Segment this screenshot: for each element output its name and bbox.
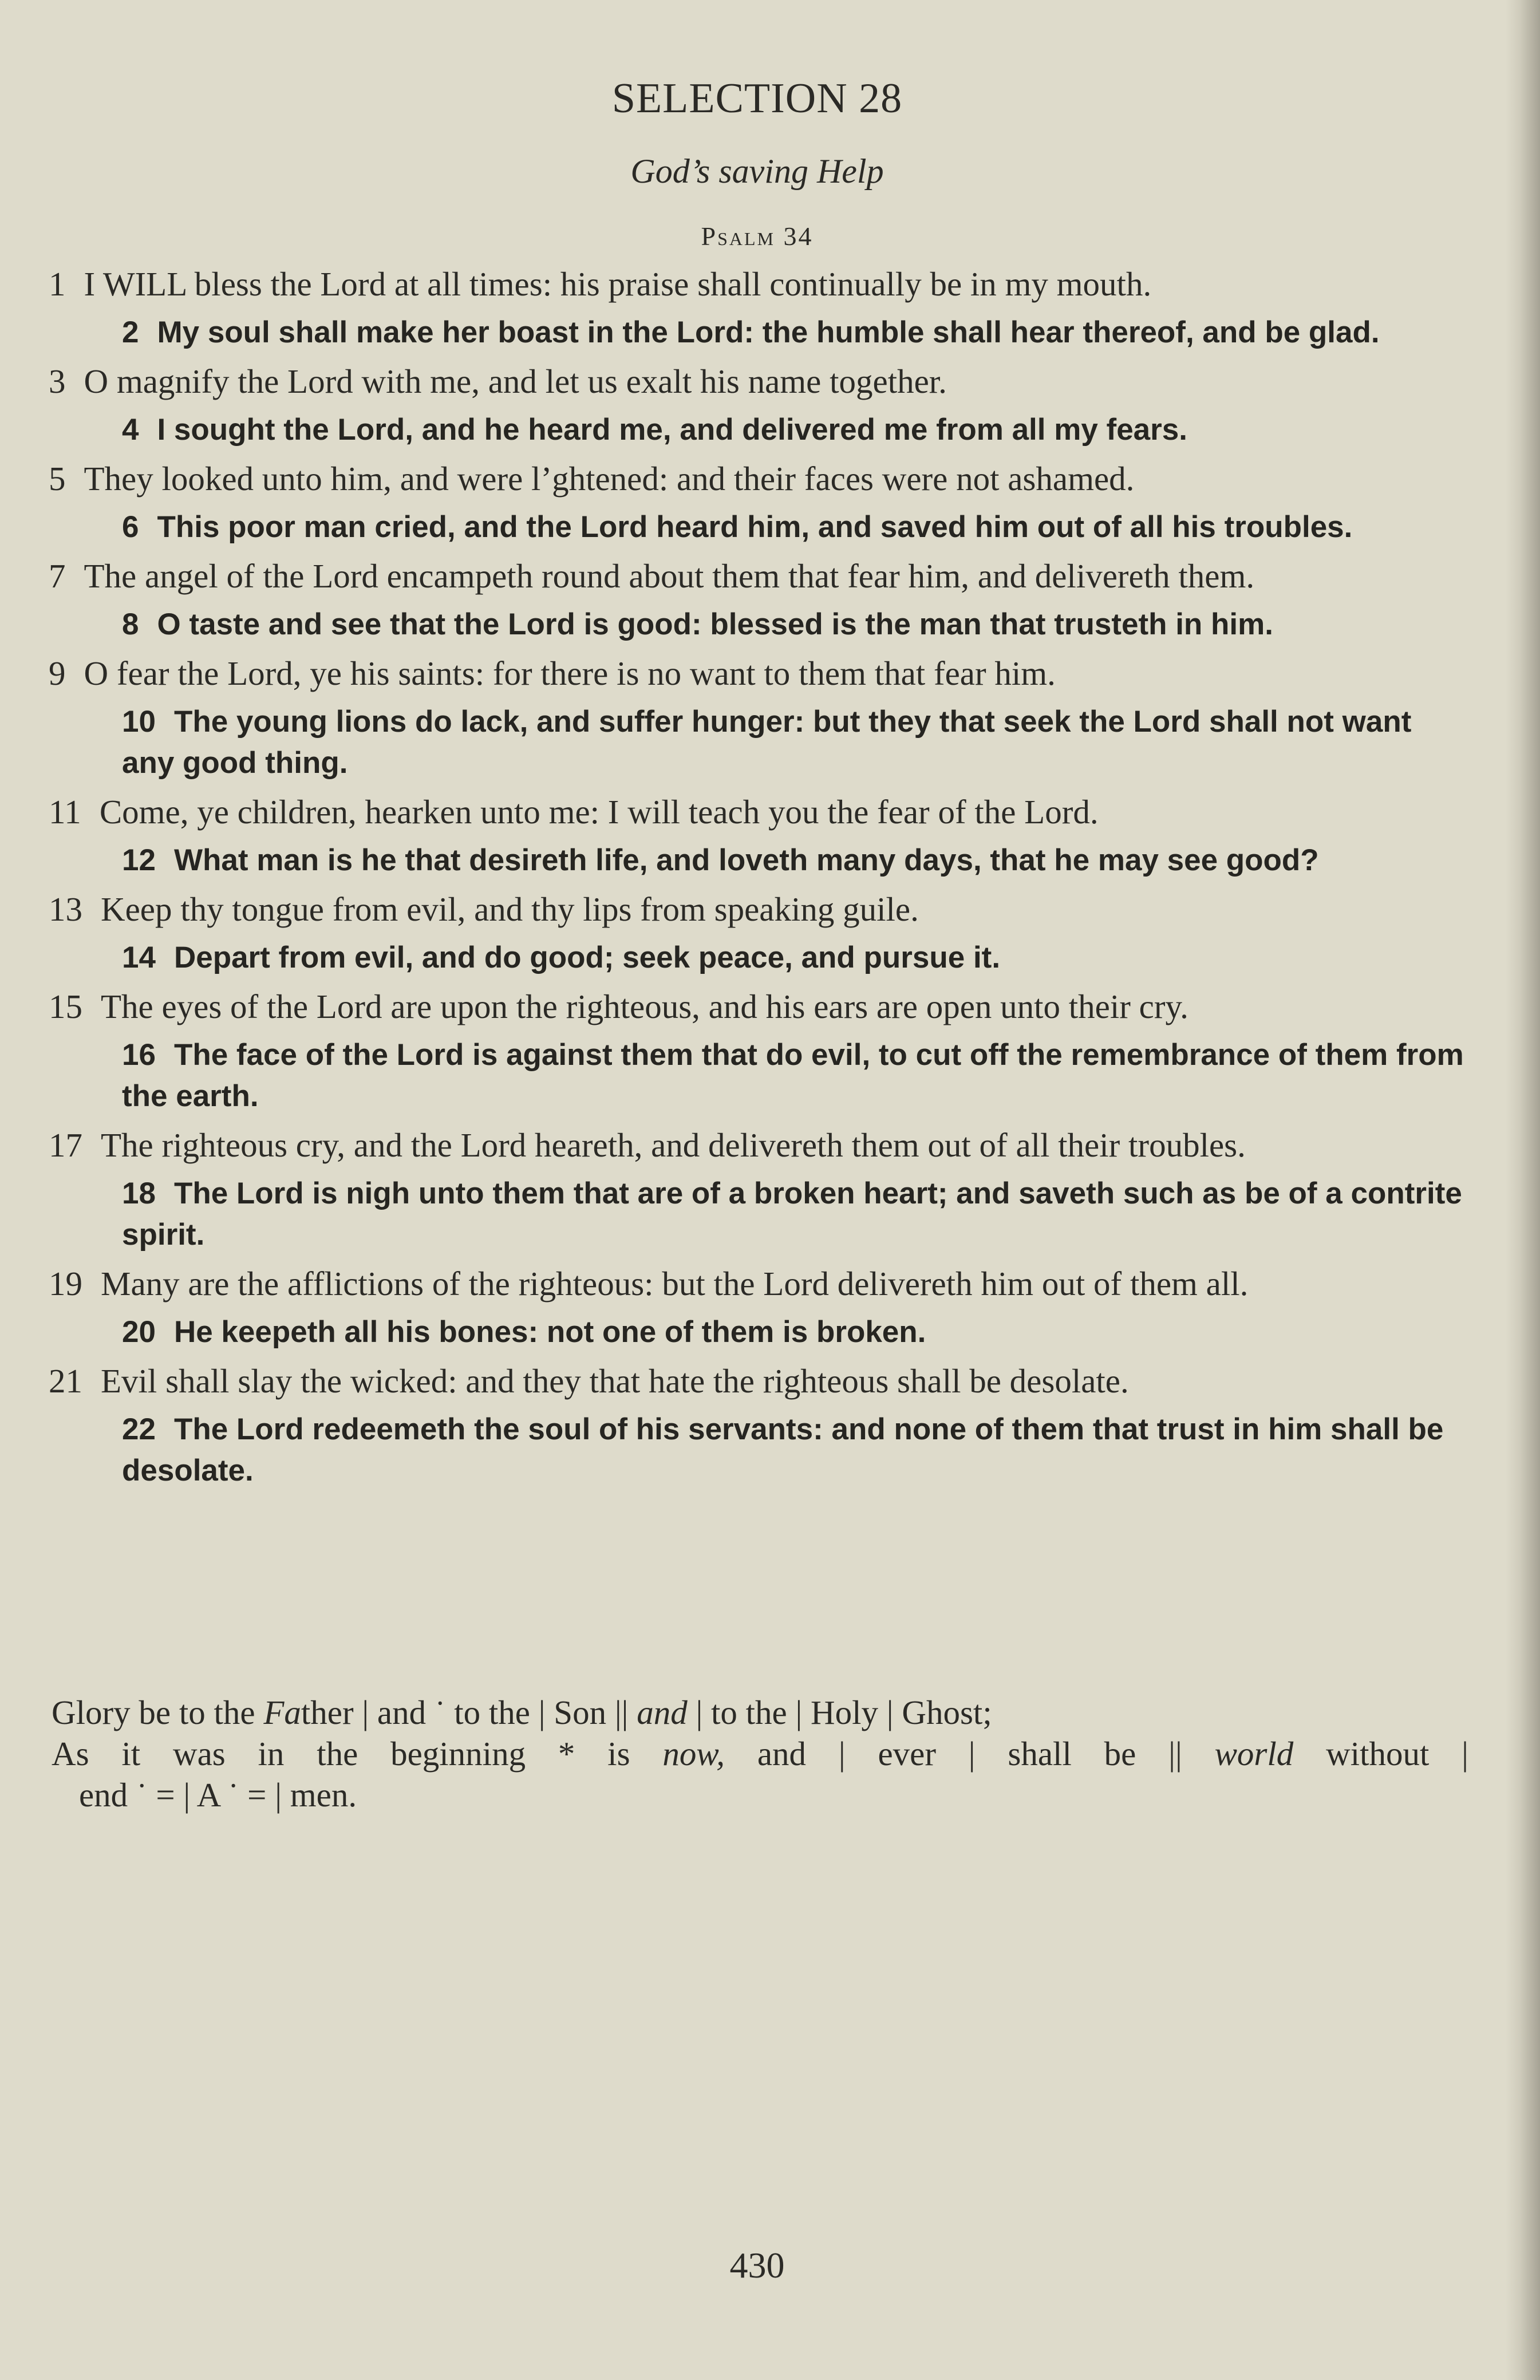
gloria-accent: now, — [662, 1735, 725, 1773]
verse-number: 11 — [49, 793, 81, 831]
verse-text: O taste and see that the Lord is good: blessed is the man that trusteth in him. — [157, 607, 1273, 641]
verse-text: The righteous cry, and the Lord heareth, and delivereth them out of all their troubles. — [101, 1126, 1246, 1164]
verse-text: I WILL bless the Lord at all times: his praise shall continually be in my mouth. — [84, 265, 1152, 303]
verse-22 — [122, 1409, 1468, 1491]
verse-number: 12 — [122, 843, 156, 877]
page-edge-shadow — [1506, 0, 1540, 2380]
verse-5 — [49, 458, 1468, 499]
verse-number: 14 — [122, 941, 156, 974]
verse-text: He keepeth all his bones: not one of them is broken. — [173, 1315, 926, 1349]
verse-text: The Lord redeemeth the soul of his servants: and none of them that trust in him shall be desolate. — [122, 1412, 1444, 1487]
verse-text: Many are the afflictions of the righteous: but the Lord delivereth him out of them all. — [101, 1265, 1249, 1303]
psalm-reference: Psalm 34 — [701, 222, 814, 251]
verse-number: 8 — [122, 607, 139, 641]
gloria-line-3: end ˙ = | A ˙ = | men. — [79, 1776, 357, 1814]
gloria-accent: world — [1214, 1735, 1294, 1773]
verse-16 — [122, 1035, 1468, 1117]
gloria-accent: Fa — [263, 1694, 301, 1731]
verse-20 — [122, 1312, 1468, 1353]
verse-1 — [49, 263, 1468, 305]
verse-number: 19 — [49, 1265, 82, 1303]
verse-number: 20 — [122, 1315, 156, 1349]
gloria-text: and | ever | shall be || — [725, 1735, 1215, 1773]
verse-text: O magnify the Lord with me, and let us exalt his name together. — [84, 362, 947, 400]
verse-text: What man is he that desireth life, and loveth many days, that he may see good? — [173, 843, 1319, 877]
verse-number: 9 — [49, 654, 66, 692]
verse-10 — [122, 701, 1468, 784]
verse-text: They looked unto him, and were l’ghtened: and their faces were not ashamed. — [84, 460, 1135, 498]
verse-18 — [122, 1173, 1468, 1256]
verse-number: 3 — [49, 362, 66, 400]
verse-7 — [49, 555, 1468, 597]
gloria-text: ther | and ˙ to the | Son || — [301, 1694, 637, 1731]
gloria-text: As it was in the beginning * is — [52, 1735, 663, 1773]
verse-19 — [49, 1263, 1468, 1304]
verse-9 — [49, 653, 1468, 694]
verse-number: 2 — [122, 315, 139, 349]
verse-text: O fear the Lord, ye his saints: for there is no want to them that fear him. — [84, 654, 1056, 692]
verse-text: I sought the Lord, and he heard me, and delivered me from all my fears. — [157, 413, 1187, 447]
verse-number: 10 — [122, 705, 156, 739]
verse-number: 16 — [122, 1038, 156, 1072]
verse-21 — [49, 1360, 1468, 1402]
verse-text: The angel of the Lord encampeth round about them that fear him, and delivereth them. — [84, 557, 1255, 595]
verse-8 — [122, 604, 1468, 645]
gloria-accent: and — [637, 1694, 688, 1731]
verse-number: 18 — [122, 1177, 156, 1210]
verse-number: 13 — [49, 890, 82, 928]
verse-number: 21 — [49, 1362, 82, 1400]
verse-15 — [49, 986, 1468, 1027]
verse-12 — [122, 840, 1468, 881]
verse-text: The young lions do lack, and suffer hunger: but they that seek the Lord shall not want any good thing. — [122, 705, 1412, 780]
page-number: 430 — [729, 2245, 785, 2286]
verse-number: 17 — [49, 1126, 82, 1164]
gloria-text: | to the | Holy | Ghost; — [687, 1694, 992, 1731]
gloria-text: Glory be to the — [52, 1694, 264, 1731]
gloria-line-1 — [52, 1692, 1468, 1733]
verse-14 — [122, 937, 1468, 978]
verse-text: The eyes of the Lord are upon the righteous, and his ears are open unto their cry. — [101, 988, 1188, 1025]
psalm-verses — [49, 263, 1468, 1491]
verse-text: Evil shall slay the wicked: and they that hate the righteous shall be desolate. — [101, 1362, 1129, 1400]
verse-number: 7 — [49, 557, 66, 595]
gloria-line-2 — [52, 1733, 1468, 1774]
verse-number: 22 — [122, 1412, 156, 1446]
verse-number: 6 — [122, 510, 139, 544]
verse-4 — [122, 409, 1468, 451]
verse-text: This poor man cried, and the Lord heard him, and saved him out of all his troubles. — [157, 510, 1353, 544]
verse-11 — [49, 791, 1468, 832]
gloria-text: without | — [1293, 1735, 1468, 1773]
selection-subtitle: God’s saving Help — [630, 152, 884, 190]
verse-2 — [122, 312, 1468, 353]
verse-number: 5 — [49, 460, 66, 498]
verse-text: My soul shall make her boast in the Lord: the humble shall hear thereof, and be glad. — [157, 315, 1380, 349]
verse-17 — [49, 1124, 1468, 1166]
verse-text: The face of the Lord is against them that do evil, to cut off the remembrance of them from the earth. — [122, 1038, 1464, 1113]
gloria-patri — [52, 1692, 1468, 1815]
verse-text: Come, ye children, hearken unto me: I will teach you the fear of the Lord. — [99, 793, 1099, 831]
verse-text: The Lord is nigh unto them that are of a broken heart; and saveth such as be of a contrite spirit. — [122, 1177, 1462, 1252]
verse-13 — [49, 889, 1468, 930]
verse-number: 4 — [122, 413, 139, 447]
verse-text: Depart from evil, and do good; seek peace, and pursue it. — [173, 941, 1001, 974]
verse-3 — [49, 361, 1468, 402]
verse-text: Keep thy tongue from evil, and thy lips from speaking guile. — [101, 890, 919, 928]
verse-6 — [122, 507, 1468, 548]
selection-title: SELECTION 28 — [611, 75, 903, 122]
verse-number: 1 — [49, 265, 66, 303]
verse-number: 15 — [49, 988, 82, 1025]
